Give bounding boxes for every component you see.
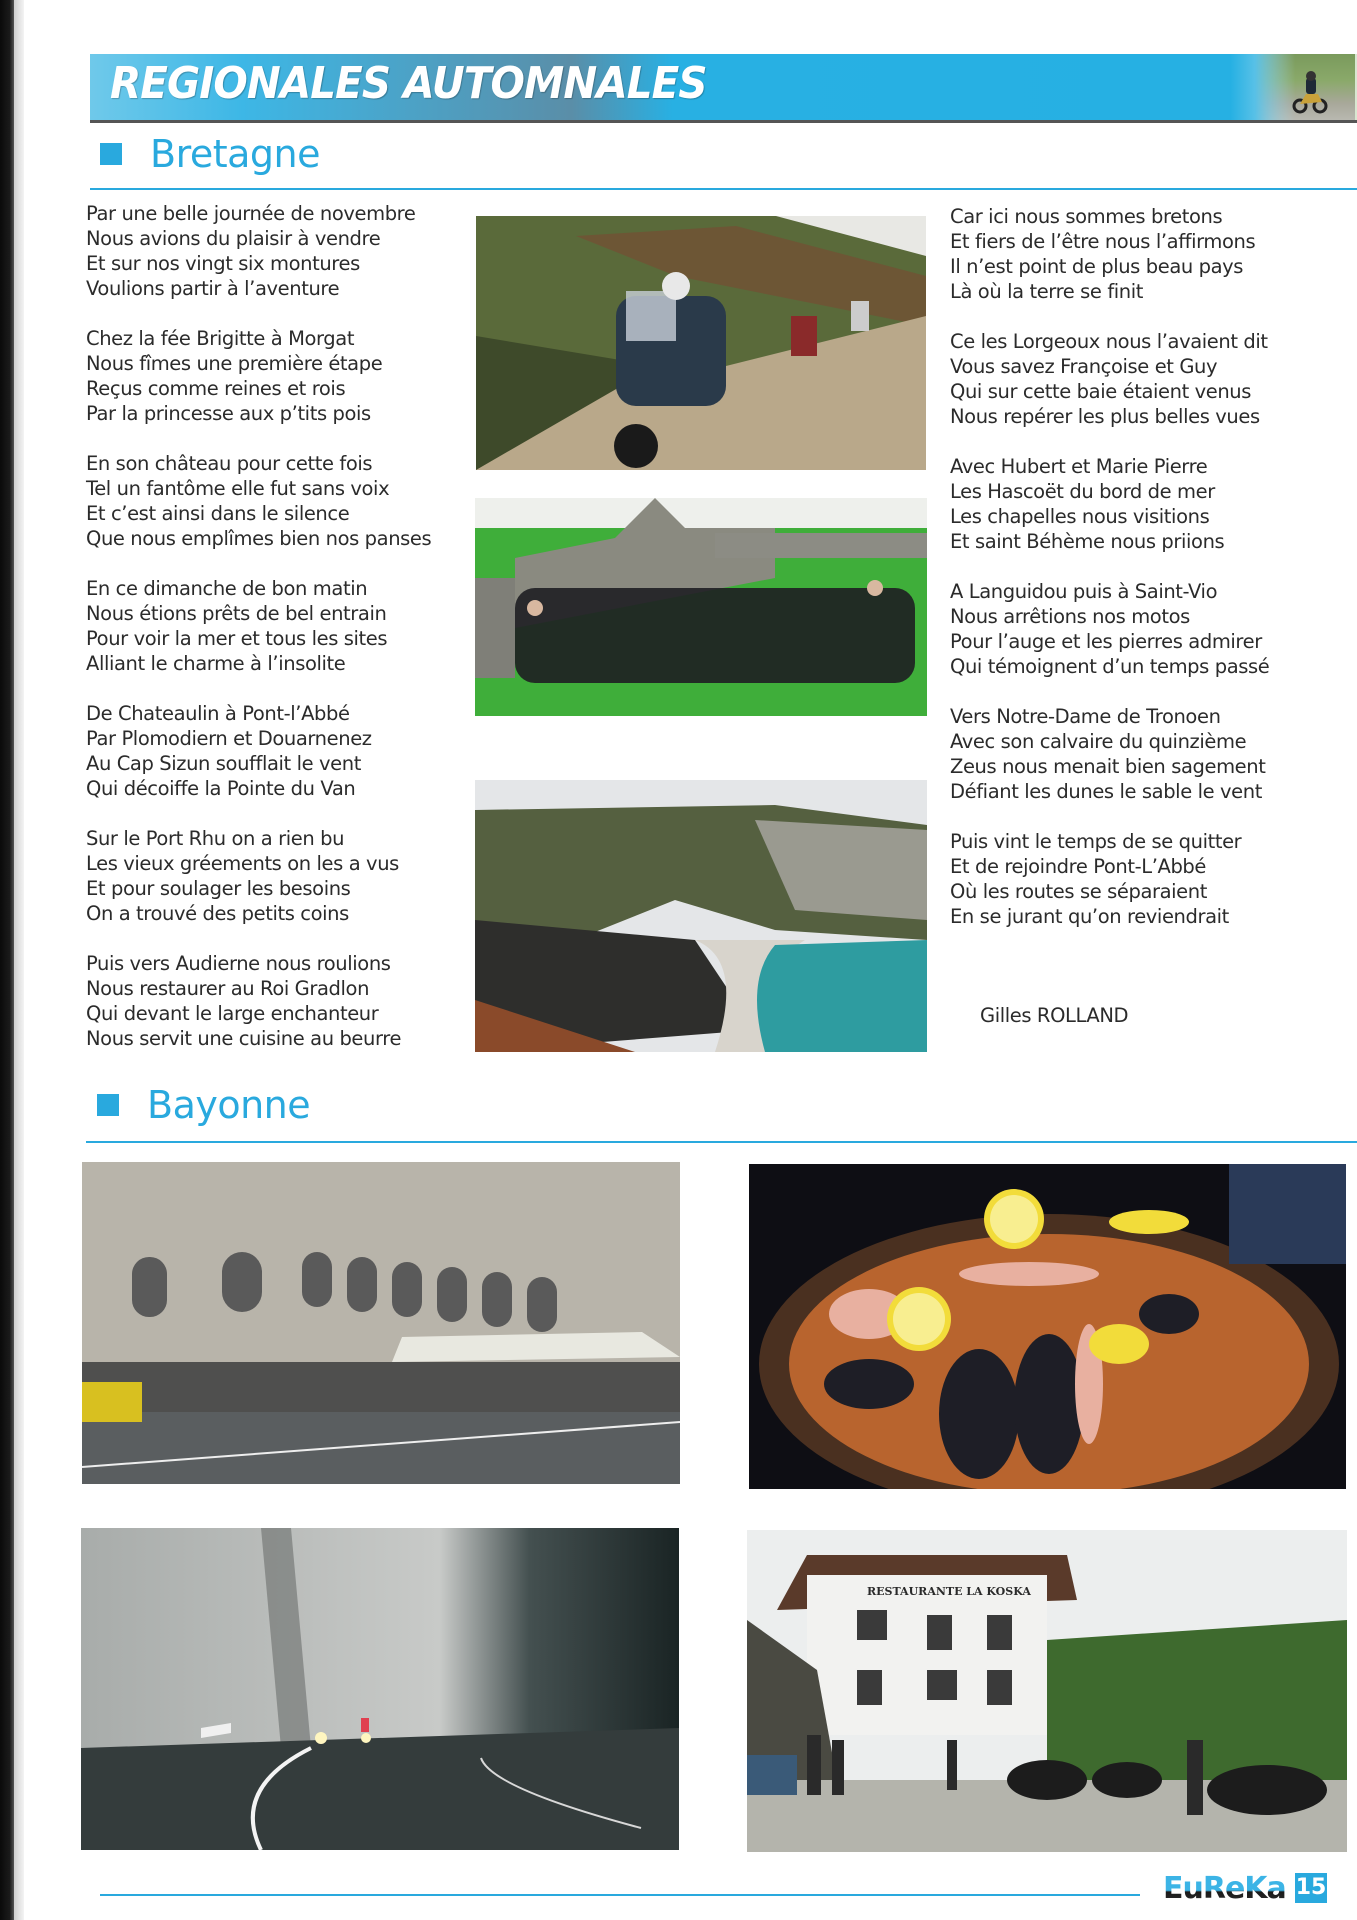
poem-line: Nous fîmes une première étape bbox=[86, 352, 383, 375]
page-binding-shadow bbox=[0, 0, 14, 1920]
poem-line: Chez la fée Brigitte à Morgat bbox=[86, 327, 355, 350]
poem-line: Où les routes se séparaient bbox=[950, 880, 1207, 903]
poem-stanza bbox=[86, 701, 431, 801]
poem-stanza bbox=[950, 829, 1269, 929]
poem-line: Avec Hubert et Marie Pierre bbox=[950, 455, 1208, 478]
poem-line: Car ici nous sommes bretons bbox=[950, 205, 1223, 228]
poem-line: Là où la terre se finit bbox=[950, 280, 1144, 303]
poem-line: Il n’est point de plus beau pays bbox=[950, 255, 1244, 278]
poem-line: Les vieux gréements on les a vus bbox=[86, 852, 399, 875]
section-heading-bretagne bbox=[100, 132, 320, 176]
poem-stanza bbox=[950, 704, 1269, 804]
section-title: Bayonne bbox=[147, 1083, 311, 1127]
poem-line: Nous repérer les plus belles vues bbox=[950, 405, 1260, 428]
motorcycle-icon bbox=[1292, 70, 1328, 114]
poem-line: Et c’est ainsi dans le silence bbox=[86, 502, 350, 525]
poem-line: En son château pour cette fois bbox=[86, 452, 373, 475]
poem-stanza bbox=[950, 204, 1269, 304]
section-bullet-icon bbox=[97, 1094, 119, 1116]
poem-stanza bbox=[950, 579, 1269, 679]
poem-line: Zeus nous menait bien sagement bbox=[950, 755, 1266, 778]
eureka-logo: EuReKa bbox=[1163, 1871, 1286, 1906]
page-title: REGIONALES AUTOMNALES bbox=[110, 58, 707, 109]
poem-line: En se jurant qu’on reviendrait bbox=[950, 905, 1229, 928]
photo-bretagne-cove bbox=[475, 780, 927, 1052]
poem-line: Sur le Port Rhu on a rien bu bbox=[86, 827, 345, 850]
poem-line: Pour l’auge et les pierres admirer bbox=[950, 630, 1262, 653]
section-divider bbox=[90, 188, 1357, 190]
poem-line: Et de rejoindre Pont-L’Abbé bbox=[950, 855, 1207, 878]
photo-bretagne-road bbox=[476, 216, 926, 470]
poem-line: Qui sur cette baie étaient venus bbox=[950, 380, 1252, 403]
section-bullet-icon bbox=[100, 143, 122, 165]
poem-line: Nous étions prêts de bel entrain bbox=[86, 602, 387, 625]
poem-line: Et saint Béhème nous priions bbox=[950, 530, 1225, 553]
poem-line: Pour voir la mer et tous les sites bbox=[86, 627, 388, 650]
poem-line: Alliant le charme à l’insolite bbox=[86, 652, 346, 675]
photo-bayonne-paella bbox=[749, 1164, 1346, 1489]
poem-line: Nous restaurer au Roi Gradlon bbox=[86, 977, 370, 1000]
page-number: 15 bbox=[1295, 1873, 1327, 1903]
poem-stanza bbox=[86, 826, 431, 926]
poem-line: Avec son calvaire du quinzième bbox=[950, 730, 1247, 753]
poem-line: Nous avions du plaisir à vendre bbox=[86, 227, 381, 250]
poem-line: Voulions partir à l’aventure bbox=[86, 277, 340, 300]
poem-line: En ce dimanche de bon matin bbox=[86, 577, 368, 600]
poem-line: A Languidou puis à Saint-Vio bbox=[950, 580, 1218, 603]
poem-line: Vous savez Françoise et Guy bbox=[950, 355, 1218, 378]
poem-line: Par la princesse aux p’tits pois bbox=[86, 402, 371, 425]
poem-line: Et fiers de l’être nous l’affirmons bbox=[950, 230, 1256, 253]
poem-line: Qui témoignent d’un temps passé bbox=[950, 655, 1270, 678]
section-title: Bretagne bbox=[150, 132, 321, 176]
poem-line: Qui devant le large enchanteur bbox=[86, 1002, 379, 1025]
poem-line: Nous arrêtions nos motos bbox=[950, 605, 1190, 628]
poem-line: Les chapelles nous visitions bbox=[950, 505, 1210, 528]
poem-line: Ce les Lorgeoux nous l’avaient dit bbox=[950, 330, 1268, 353]
section-divider bbox=[86, 1141, 1357, 1143]
poem-stanza bbox=[86, 951, 431, 1051]
poem-stanza bbox=[86, 201, 431, 301]
poem-line: De Chateaulin à Pont-l’Abbé bbox=[86, 702, 350, 725]
poem-line: Vers Notre-Dame de Tronoen bbox=[950, 705, 1221, 728]
poem-line: Et sur nos vingt six montures bbox=[86, 252, 360, 275]
poem-line: Reçus comme reines et rois bbox=[86, 377, 346, 400]
poem-author: Gilles ROLLAND bbox=[980, 1004, 1129, 1027]
previous-page-edge bbox=[14, 0, 24, 1920]
poem-left-column bbox=[86, 201, 431, 1076]
poem-stanza bbox=[86, 451, 431, 551]
restaurant-sign: RESTAURANTE LA KOSKA bbox=[867, 1585, 1031, 1598]
photo-bayonne-street-motorcycles bbox=[82, 1162, 680, 1484]
footer-divider bbox=[100, 1894, 1140, 1896]
poem-stanza bbox=[86, 326, 431, 426]
poem-line: Qui décoiffe la Pointe du Van bbox=[86, 777, 356, 800]
poem-stanza bbox=[950, 454, 1269, 554]
poem-line: Et pour soulager les besoins bbox=[86, 877, 351, 900]
poem-stanza bbox=[86, 576, 431, 676]
photo-bretagne-group-chapel bbox=[475, 498, 927, 716]
poem-line: Par une belle journée de novembre bbox=[86, 202, 416, 225]
poem-line: Puis vers Audierne nous roulions bbox=[86, 952, 391, 975]
poem-line: Tel un fantôme elle fut sans voix bbox=[86, 477, 390, 500]
poem-line: Nous servit une cuisine au beurre bbox=[86, 1027, 402, 1050]
poem-line: Puis vint le temps de se quitter bbox=[950, 830, 1242, 853]
poem-line: Par Plomodiern et Douarnenez bbox=[86, 727, 372, 750]
poem-right-column bbox=[950, 204, 1269, 954]
poem-line: Que nous emplîmes bien nos panses bbox=[86, 527, 432, 550]
section-heading-bayonne bbox=[97, 1083, 310, 1127]
photo-bayonne-foggy-road bbox=[81, 1528, 679, 1850]
poem-stanza bbox=[950, 329, 1269, 429]
photo-bayonne-restaurant bbox=[747, 1530, 1347, 1852]
poem-line: Au Cap Sizun soufflait le vent bbox=[86, 752, 361, 775]
poem-line: On a trouvé des petits coins bbox=[86, 902, 349, 925]
poem-line: Les Hascoët du bord de mer bbox=[950, 480, 1215, 503]
poem-line: Défiant les dunes le sable le vent bbox=[950, 780, 1262, 803]
